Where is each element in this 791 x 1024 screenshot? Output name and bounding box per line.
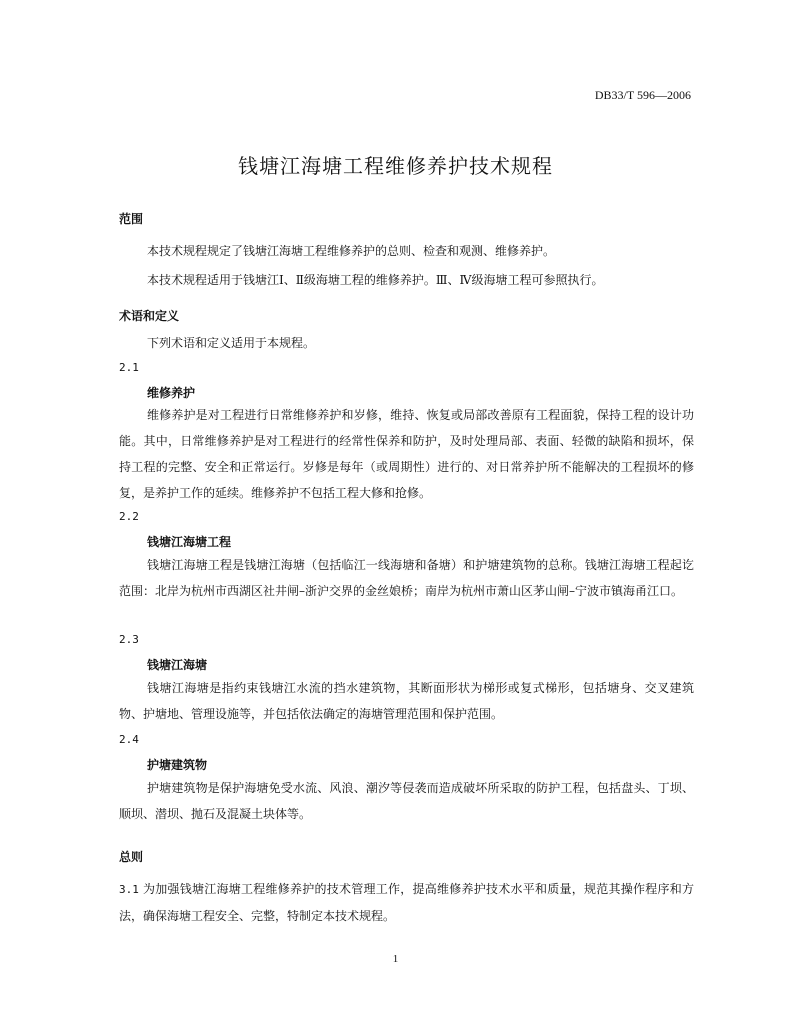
term-number: 2.2 — [119, 510, 139, 523]
general-clause — [119, 876, 694, 929]
term-definition: 钱塘江海塘工程是钱塘江海塘（包括临江一线海塘和备塘）和护塘建筑物的总称。钱塘江海塘工程起讫范围：北岸为杭州市西湖区社井闸–浙沪交界的金丝娘桥；南岸为杭州市萧山区茅山闸–宁波市镇海甬江口。 — [119, 558, 694, 598]
term-number: 2.1 — [119, 361, 139, 374]
term-definition: 维修养护是对工程进行日常维修养护和岁修，维持、恢复或局部改善原有工程面貌，保持工程的设计功能。其中，日常维修养护是对工程进行的经常性保养和防护，及时处理局部、表面、轻微的缺陷和损坏，保持工程的完整、安全和正常运行。岁修是每年（或周期性）进行的、对日常养护所不能解决的工程损坏的修复，是养护工作的延续。维修养护不包括工程大修和抢修。 — [119, 408, 694, 500]
clause-text: 为加强钱塘江海塘工程维修养护的技术管理工作，提高维修养护技术水平和质量，规范其操作程序和方法，确保海塘工程安全、完整，特制定本技术规程。 — [119, 882, 694, 923]
term-number: 2.3 — [119, 633, 139, 646]
term-title: 护塘建筑物 — [147, 758, 208, 772]
scope-paragraph-1: 本技术规程规定了钱塘江海塘工程维修养护的总则、检查和观测、维修养护。 — [147, 244, 556, 258]
page-number: 1 — [392, 953, 399, 965]
document-title: 钱塘江海塘工程维修养护技术规程 — [238, 154, 553, 178]
document-number: DB33/T 596—2006 — [594, 88, 691, 102]
term-title: 钱塘江海塘 — [147, 658, 208, 672]
term-definition: 护塘建筑物是保护海塘免受水流、风浪、潮汐等侵袭而造成破坏所采取的防护工程，包括盘头、丁坝、顺坝、潜坝、抛石及混凝土块体等。 — [119, 781, 694, 821]
term-number: 2.4 — [119, 733, 139, 746]
section-heading-scope: 范围 — [119, 212, 144, 226]
term-title: 钱塘江海塘工程 — [147, 535, 232, 549]
scope-paragraph-2: 本技术规程适用于钱塘江Ⅰ、Ⅱ级海塘工程的维修养护。Ⅲ、Ⅳ级海塘工程可参照执行。 — [147, 273, 604, 287]
terms-intro: 下列术语和定义适用于本规程。 — [147, 336, 316, 350]
section-heading-general: 总则 — [119, 850, 144, 864]
section-heading-terms: 术语和定义 — [119, 309, 180, 323]
term-title: 维修养护 — [147, 386, 196, 400]
term-definition: 钱塘江海塘是指约束钱塘江水流的挡水建筑物，其断面形状为梯形或复式梯形，包括塘身、交叉建筑物、护塘地、管理设施等，并包括依法确定的海塘管理范围和保护范围。 — [119, 681, 694, 721]
clause-number: 3.1 — [119, 883, 139, 896]
